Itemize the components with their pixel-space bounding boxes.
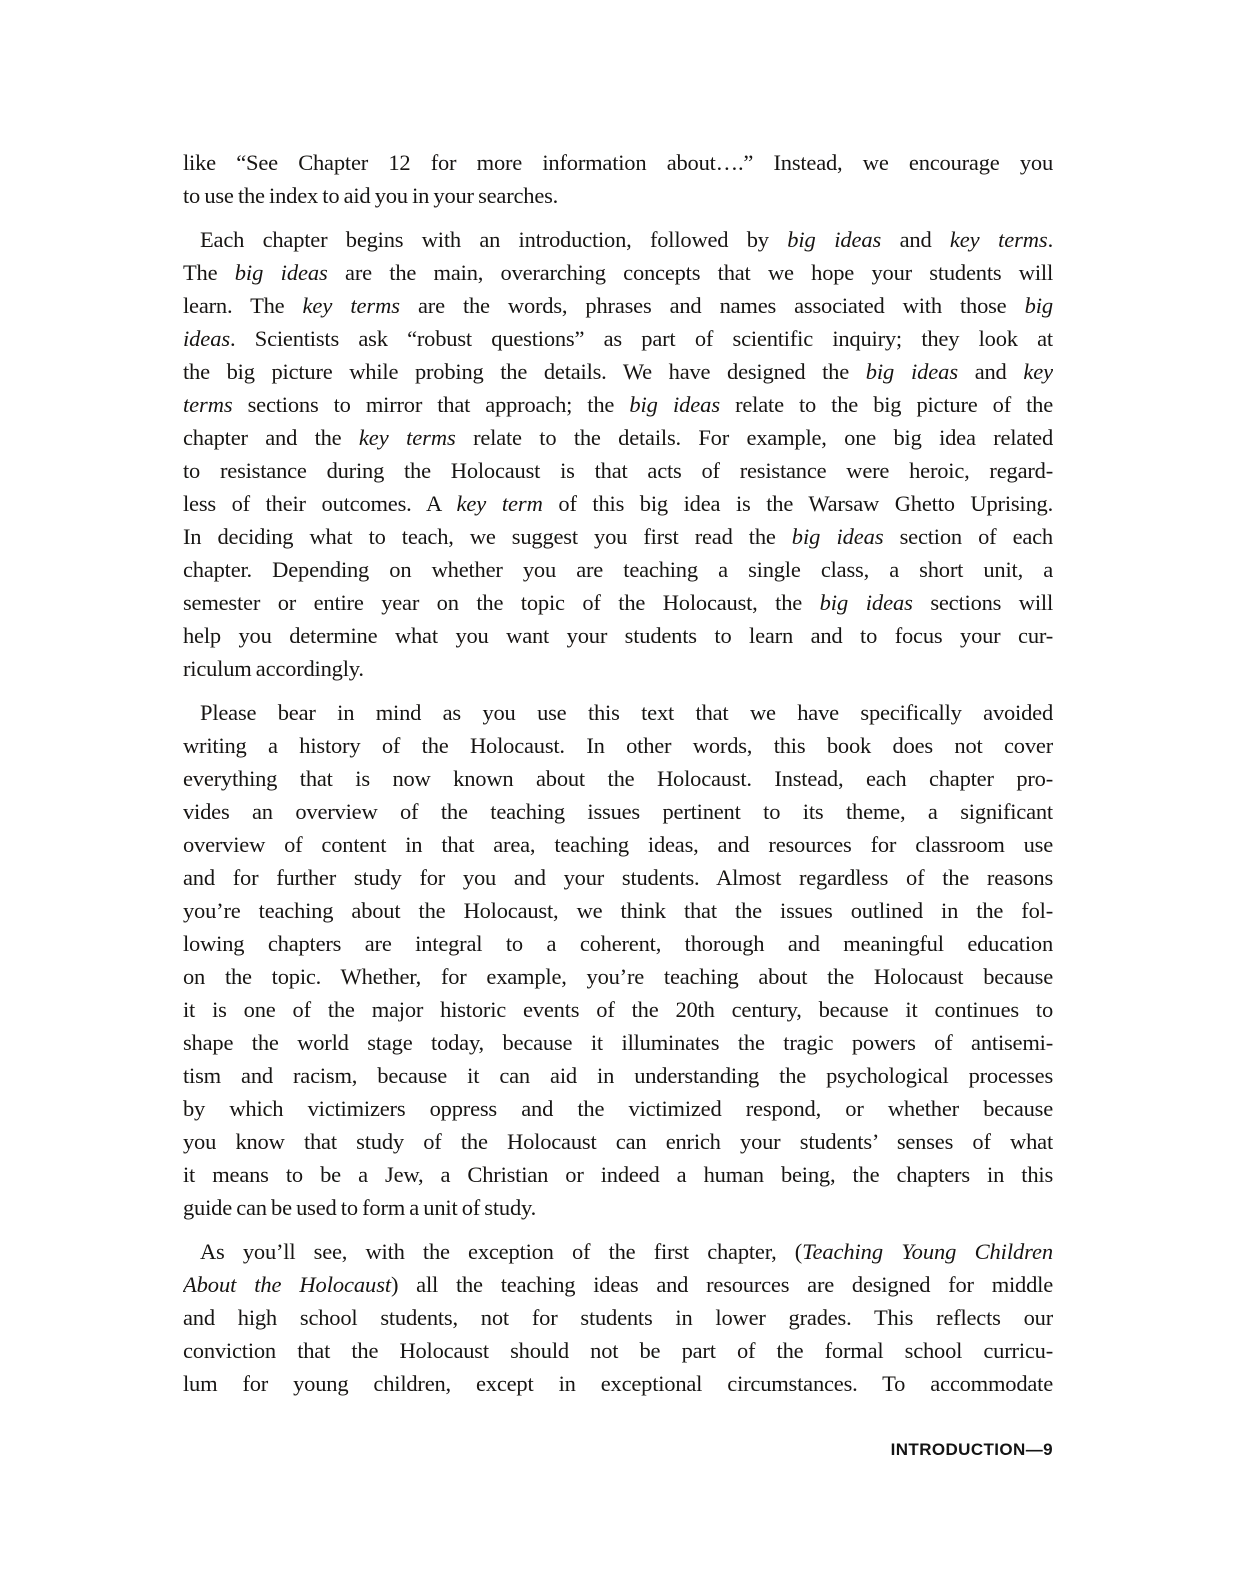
text-line: ideas. Scientists ask “robust questions” as part of scientific inquiry; they look at bbox=[183, 326, 1053, 351]
paragraph bbox=[183, 696, 1053, 1224]
text-line: tism and racism, because it can aid in understanding the psychological processes bbox=[183, 1063, 1053, 1088]
text-line: and for further study for you and your students. Almost regardless of the reasons bbox=[183, 865, 1053, 890]
text-line: it is one of the major historic events of the 20th century, because it continues to bbox=[183, 997, 1053, 1022]
text-block bbox=[183, 146, 1053, 1411]
text-line: less of their outcomes. A key term of this big idea is the Warsaw Ghetto Uprising. bbox=[183, 491, 1053, 516]
text-line: vides an overview of the teaching issues pertinent to its theme, a significant bbox=[183, 799, 1053, 824]
text-line: As you’ll see, with the exception of the first chapter, (Teaching Young Children bbox=[200, 1239, 1053, 1264]
text-line: overview of content in that area, teaching ideas, and resources for classroom use bbox=[183, 832, 1053, 857]
text-line: In deciding what to teach, we suggest you first read the big ideas section of each bbox=[183, 524, 1053, 549]
text-line: help you determine what you want your students to learn and to focus your cur- bbox=[183, 623, 1053, 648]
text-line: About the Holocaust) all the teaching ideas and resources are designed for middle bbox=[183, 1272, 1053, 1297]
paragraph bbox=[183, 146, 1053, 212]
text-line: conviction that the Holocaust should not be part of the formal school curricu- bbox=[183, 1338, 1053, 1363]
text-line: it means to be a Jew, a Christian or indeed a human being, the chapters in this bbox=[183, 1162, 1053, 1187]
page-footer: INTRODUCTION—9 bbox=[890, 1440, 1053, 1459]
text-line: by which victimizers oppress and the victimized respond, or whether because bbox=[183, 1096, 1053, 1121]
text-line: chapter. Depending on whether you are teaching a single class, a short unit, a bbox=[183, 557, 1053, 582]
text-line: semester or entire year on the topic of the Holocaust, the big ideas sections will bbox=[183, 590, 1053, 615]
text-line: writing a history of the Holocaust. In other words, this book does not cover bbox=[183, 733, 1053, 758]
text-line: riculum accordingly. bbox=[183, 656, 364, 681]
text-line: you know that study of the Holocaust can enrich your students’ senses of what bbox=[183, 1129, 1053, 1154]
text-line: lum for young children, except in exceptional circumstances. To accommodate bbox=[183, 1371, 1053, 1396]
text-line: to use the index to aid you in your searches. bbox=[183, 183, 559, 208]
text-line: lowing chapters are integral to a coherent, thorough and meaningful education bbox=[183, 931, 1053, 956]
text-line: everything that is now known about the Holocaust. Instead, each chapter pro- bbox=[183, 766, 1053, 791]
text-line: and high school students, not for students in lower grades. This reflects our bbox=[183, 1305, 1053, 1330]
text-line: like “See Chapter 12 for more information about….” Instead, we encourage you bbox=[183, 150, 1053, 175]
text-line: terms sections to mirror that approach; the big ideas relate to the big picture of the bbox=[183, 392, 1053, 417]
text-line: guide can be used to form a unit of study. bbox=[183, 1195, 537, 1220]
text-line: to resistance during the Holocaust is that acts of resistance were heroic, regard- bbox=[183, 458, 1053, 483]
text-line: Please bear in mind as you use this text that we have specifically avoided bbox=[200, 700, 1053, 725]
paragraph bbox=[183, 1235, 1053, 1400]
text-line: Each chapter begins with an introduction, followed by big ideas and key terms. bbox=[200, 227, 1053, 252]
text-line: learn. The key terms are the words, phrases and names associated with those big bbox=[183, 293, 1053, 318]
paragraph bbox=[183, 223, 1053, 685]
text-line: The big ideas are the main, overarching concepts that we hope your students will bbox=[183, 260, 1053, 285]
text-line: shape the world stage today, because it illuminates the tragic powers of antisemi- bbox=[183, 1030, 1053, 1055]
text-line: on the topic. Whether, for example, you’re teaching about the Holocaust because bbox=[183, 964, 1053, 989]
text-line: chapter and the key terms relate to the details. For example, one big idea related bbox=[183, 425, 1053, 450]
text-line: the big picture while probing the details. We have designed the big ideas and key bbox=[183, 359, 1053, 384]
text-line: you’re teaching about the Holocaust, we think that the issues outlined in the fol- bbox=[183, 898, 1053, 923]
